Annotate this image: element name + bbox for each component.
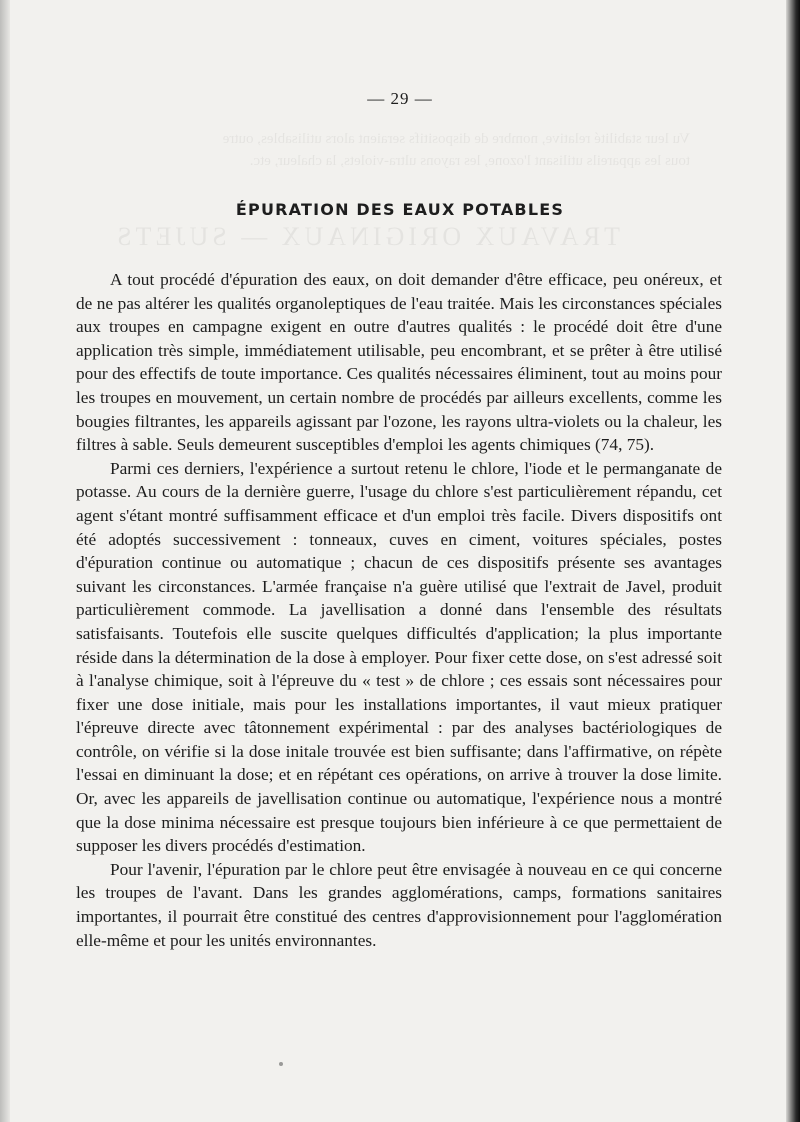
scan-edge-right	[786, 0, 800, 1122]
page-number: — 29 —	[367, 89, 433, 108]
section-title: ÉPURATION DES EAUX POTABLES	[235, 200, 565, 219]
scan-edge-left	[0, 0, 10, 1122]
bleed-through-line: tous les appareils utilisant l'ozone, les rayons ultra-violets, la chaleur, etc.	[249, 153, 690, 169]
paragraph-2: Parmi ces derniers, l'expérience a surtout retenu le chlore, l'iode et le permanganate de potasse. Au cours de la dernière guerre, l'usage du chlore s'est particulièrement répandu, cet agent s'étant montré suffisamment efficace et d'un emploi très facile. Divers dispositifs ont été adoptés successivement : tonneaux, cuves en ciment, voitures spéciales, postes d'épuration continue ou automatique ; chacun de ces dispositifs présente ses avantages suivant les circonstances. L'armée française n'a guère utilisé que l'extrait de Javel, produit particulièrement commode. La javellisation a donné dans l'ensemble des résultats satisfaisants. Toutefois elle suscite quelques difficultés d'application; la plus importante réside dans la détermination de la dose à employer. Pour fixer cette dose, on s'est adressé soit à l'analyse chimique, soit à l'épreuve du « test » de chlore ; ces essais sont nécessaires pour fixer une dose initiale, mais pour les installations importantes, il vaut mieux pratiquer l'épreuve directe avec tâtonnement expérimental : par des analyses bactériologiques de contrôle, on vérifie si la dose initale trouvée est bien suffisante; dans l'affirmative, on répète l'essai en diminuant la dose; et en répétant ces opérations, on arrive à trouver la dose limite. Or, avec les appareils de javellisation continue ou automatique, l'expérience nous a montré que la dose minima nécessaire est presque toujours bien inférieure à ce que permettaient de supposer les divers procédés d'estimation.	[76, 458, 722, 856]
paragraph-1: A tout procédé d'épuration des eaux, on doit demander d'être efficace, peu onéreux, et de ne pas altérer les qualités organoleptiques de l'eau traitée. Mais les circonstances spéciales aux troupes en campagne exigent en outre d'autres qualités : le procédé doit être d'une application très simple, immédiatement utilisable, peu encombrant, et se prêter à être utilisé pour des effectifs de toute importance. Ces qualités nécessaires éliminent, tout au moins pour les troupes en mouvement, un certain nombre de procédés par ailleurs excellents, comme les bougies filtrantes, les appareils agissant par l'ozone, les rayons ultra-violets ou la chaleur, les filtres à sable. Seuls demeurent susceptibles d'emploi les agents chimiques (74, 75).	[76, 270, 722, 455]
bleed-through-heading: TRAVAUX ORIGINAUX — SUJETS	[113, 222, 620, 251]
paragraph-3: Pour l'avenir, l'épuration par le chlore peut être envisagée à nouveau en ce qui concerne les troupes de l'avant. Dans les grandes agglomérations, camps, formations sanitaires importantes, il pourrait être constitué des centres d'approvisionnement pour l'agglomération elle-même et pour les unités environnantes.	[76, 859, 722, 950]
body-text	[76, 268, 722, 952]
ink-speck	[279, 1062, 283, 1066]
bleed-through-line: Vu leur stabilité relative, nombre de dispositifs seraient alors utilisables, outre	[222, 131, 690, 147]
